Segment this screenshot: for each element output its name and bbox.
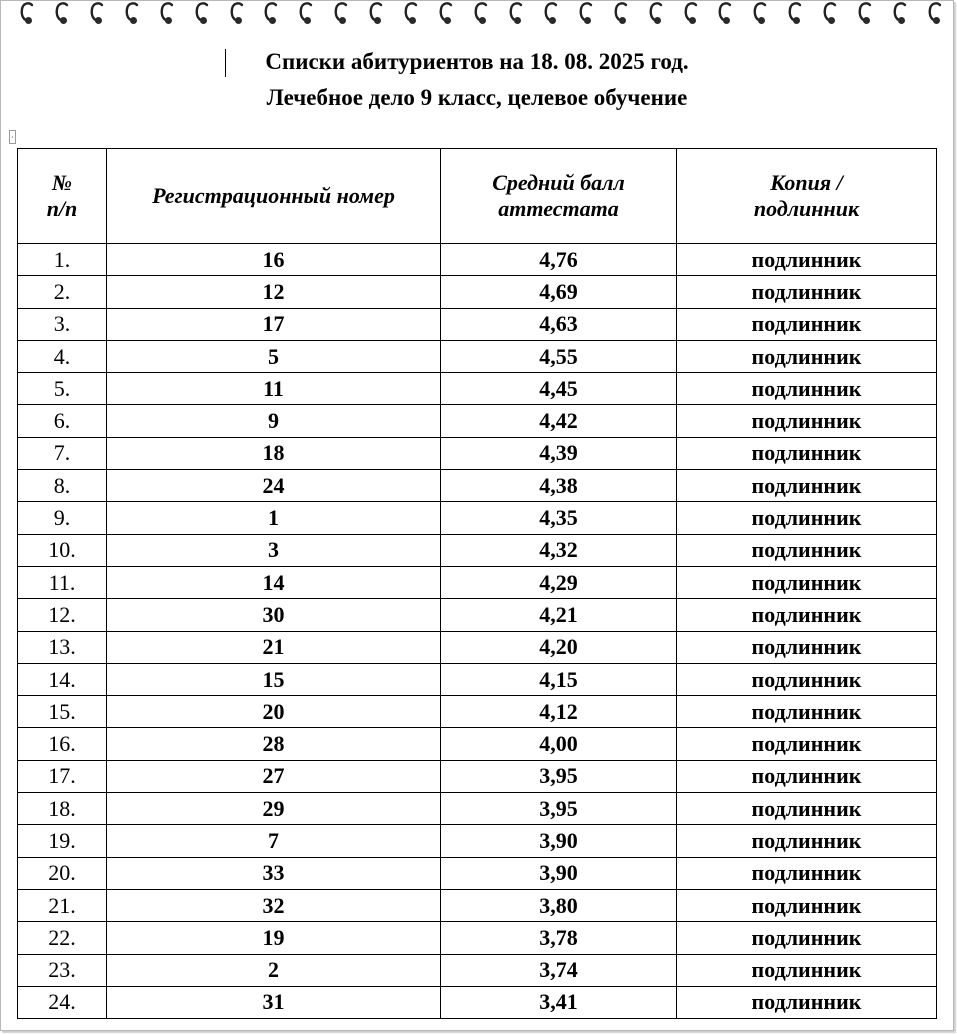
table-row xyxy=(18,244,937,276)
header-reg-label: Регистрационный номер xyxy=(152,183,395,208)
spiral-binding-ring-icon xyxy=(578,1,594,29)
registration-number-cell[interactable]: 1 xyxy=(107,502,441,534)
copy-original-cell[interactable]: подлинник xyxy=(677,405,937,437)
table-row xyxy=(18,696,937,728)
row-number-cell[interactable]: 23. xyxy=(18,954,107,986)
table-row xyxy=(18,793,937,825)
header-copy-label: Копия / подлинник xyxy=(753,170,860,221)
spiral-binding-ring-icon xyxy=(89,1,105,29)
registration-number-cell[interactable]: 2 xyxy=(107,954,441,986)
copy-original-cell[interactable]: подлинник xyxy=(677,340,937,372)
copy-original-cell[interactable]: подлинник xyxy=(677,954,937,986)
average-score-cell[interactable]: 3,95 xyxy=(441,760,677,792)
header-num-label: № п/п xyxy=(46,170,78,221)
spiral-binding-ring-icon xyxy=(892,1,908,29)
average-score-cell[interactable]: 4,42 xyxy=(441,405,677,437)
row-number-cell[interactable]: 22. xyxy=(18,922,107,954)
spiral-binding-ring-icon xyxy=(927,1,943,29)
registration-number-cell[interactable]: 20 xyxy=(107,696,441,728)
average-score-cell[interactable]: 4,38 xyxy=(441,470,677,502)
average-score-cell[interactable]: 4,45 xyxy=(441,373,677,405)
registration-number-cell[interactable]: 29 xyxy=(107,793,441,825)
copy-original-cell[interactable]: подлинник xyxy=(677,534,937,566)
table-row xyxy=(18,470,937,502)
registration-number-cell[interactable]: 32 xyxy=(107,889,441,921)
spiral-binding-ring-icon xyxy=(648,1,664,29)
table-row xyxy=(18,986,937,1018)
registration-number-cell[interactable]: 16 xyxy=(107,244,441,276)
table-row xyxy=(18,405,937,437)
spiral-binding-ring-icon xyxy=(159,1,175,29)
copy-original-cell[interactable]: подлинник xyxy=(677,825,937,857)
row-number-cell[interactable]: 20. xyxy=(18,857,107,889)
registration-number-cell[interactable]: 28 xyxy=(107,728,441,760)
average-score-cell[interactable]: 3,41 xyxy=(441,986,677,1018)
row-number-cell[interactable]: 17. xyxy=(18,760,107,792)
copy-original-cell[interactable]: подлинник xyxy=(677,696,937,728)
average-score-cell[interactable]: 4,32 xyxy=(441,534,677,566)
spiral-binding-ring-icon xyxy=(54,1,70,29)
copy-original-cell[interactable]: подлинник xyxy=(677,663,937,695)
table-row xyxy=(18,825,937,857)
document-subtitle[interactable]: Лечебное дело 9 класс, целевое обучение xyxy=(266,85,688,110)
copy-original-cell[interactable]: подлинник xyxy=(677,373,937,405)
average-score-cell[interactable]: 3,74 xyxy=(441,954,677,986)
row-number-cell[interactable]: 21. xyxy=(18,889,107,921)
average-score-cell[interactable]: 4,15 xyxy=(441,663,677,695)
copy-original-cell[interactable]: подлинник xyxy=(677,631,937,663)
spiral-binding-ring-icon xyxy=(263,1,279,29)
row-number-cell[interactable]: 7. xyxy=(18,437,107,469)
row-number-cell[interactable]: 14. xyxy=(18,663,107,695)
registration-number-cell[interactable]: 27 xyxy=(107,760,441,792)
table-row xyxy=(18,373,937,405)
copy-original-cell[interactable]: подлинник xyxy=(677,889,937,921)
row-number-cell[interactable]: 1. xyxy=(18,244,107,276)
copy-original-cell[interactable]: подлинник xyxy=(677,857,937,889)
copy-original-cell[interactable]: подлинник xyxy=(677,566,937,598)
spiral-binding-ring-icon xyxy=(403,1,419,29)
registration-number-cell[interactable]: 9 xyxy=(107,405,441,437)
spiral-binding-ring-icon xyxy=(229,1,245,29)
row-number-cell[interactable]: 2. xyxy=(18,276,107,308)
row-number-cell[interactable]: 24. xyxy=(18,986,107,1018)
applicants-table xyxy=(17,148,937,1019)
header-score-label: Средний балл аттестата xyxy=(492,170,625,221)
spiral-binding-ring-icon xyxy=(194,1,210,29)
average-score-cell[interactable]: 3,90 xyxy=(441,825,677,857)
table-row xyxy=(18,631,937,663)
table-row xyxy=(18,889,937,921)
row-number-cell[interactable]: 16. xyxy=(18,728,107,760)
average-score-cell[interactable]: 4,29 xyxy=(441,566,677,598)
spiral-binding-ring-icon xyxy=(368,1,384,29)
spiral-binding-ring-icon xyxy=(543,1,559,29)
table-header-row xyxy=(18,149,937,244)
row-number-cell[interactable]: 12. xyxy=(18,599,107,631)
row-number-cell[interactable]: 9. xyxy=(18,502,107,534)
registration-number-cell[interactable]: 17 xyxy=(107,308,441,340)
copy-original-cell[interactable]: подлинник xyxy=(677,470,937,502)
registration-number-cell[interactable]: 21 xyxy=(107,631,441,663)
registration-number-cell[interactable]: 11 xyxy=(107,373,441,405)
average-score-cell[interactable]: 4,20 xyxy=(441,631,677,663)
registration-number-cell[interactable]: 31 xyxy=(107,986,441,1018)
table-row xyxy=(18,663,937,695)
copy-original-cell[interactable]: подлинник xyxy=(677,986,937,1018)
registration-number-cell[interactable]: 18 xyxy=(107,437,441,469)
spiral-binding-ring-icon xyxy=(717,1,733,29)
spiral-binding-ring-icon xyxy=(298,1,314,29)
spiral-binding-ring-icon xyxy=(438,1,454,29)
spiral-binding xyxy=(19,1,943,31)
table-row xyxy=(18,566,937,598)
header-num[interactable] xyxy=(18,149,107,244)
row-number-cell[interactable]: 5. xyxy=(18,373,107,405)
spiral-binding-ring-icon xyxy=(473,1,489,29)
spiral-binding-ring-icon xyxy=(19,1,35,29)
row-number-cell[interactable]: 15. xyxy=(18,696,107,728)
document-title[interactable]: Списки абитуриентов на 18. 08. 2025 год. xyxy=(265,49,689,74)
copy-original-cell[interactable]: подлинник xyxy=(677,308,937,340)
average-score-cell[interactable]: 4,35 xyxy=(441,502,677,534)
copy-original-cell[interactable]: подлинник xyxy=(677,793,937,825)
row-number-cell[interactable]: 8. xyxy=(18,470,107,502)
row-number-cell[interactable]: 10. xyxy=(18,534,107,566)
spiral-binding-ring-icon xyxy=(787,1,803,29)
spiral-binding-ring-icon xyxy=(613,1,629,29)
average-score-cell[interactable]: 4,12 xyxy=(441,696,677,728)
copy-original-cell[interactable]: подлинник xyxy=(677,244,937,276)
table-move-handle-icon[interactable]: · xyxy=(11,132,14,142)
average-score-cell[interactable]: 3,90 xyxy=(441,857,677,889)
row-number-cell[interactable]: 18. xyxy=(18,793,107,825)
header-reg[interactable] xyxy=(107,149,441,244)
average-score-cell[interactable]: 4,69 xyxy=(441,276,677,308)
registration-number-cell[interactable]: 30 xyxy=(107,599,441,631)
table-row xyxy=(18,857,937,889)
table-row xyxy=(18,599,937,631)
copy-original-cell[interactable]: подлинник xyxy=(677,276,937,308)
table-row xyxy=(18,437,937,469)
registration-number-cell[interactable]: 7 xyxy=(107,825,441,857)
average-score-cell[interactable]: 4,21 xyxy=(441,599,677,631)
row-number-cell[interactable]: 6. xyxy=(18,405,107,437)
spiral-binding-ring-icon xyxy=(124,1,140,29)
registration-number-cell[interactable]: 3 xyxy=(107,534,441,566)
registration-number-cell[interactable]: 19 xyxy=(107,922,441,954)
spiral-binding-ring-icon xyxy=(333,1,349,29)
copy-original-cell[interactable]: подлинник xyxy=(677,922,937,954)
table-row xyxy=(18,728,937,760)
row-number-cell[interactable]: 4. xyxy=(18,340,107,372)
header-score[interactable] xyxy=(441,149,677,244)
header-copy[interactable] xyxy=(677,149,937,244)
copy-original-cell[interactable]: подлинник xyxy=(677,728,937,760)
table-row xyxy=(18,954,937,986)
average-score-cell[interactable]: 4,63 xyxy=(441,308,677,340)
average-score-cell[interactable]: 4,76 xyxy=(441,244,677,276)
spiral-binding-ring-icon xyxy=(752,1,768,29)
table-row xyxy=(18,340,937,372)
registration-number-cell[interactable]: 24 xyxy=(107,470,441,502)
average-score-cell[interactable]: 3,80 xyxy=(441,889,677,921)
average-score-cell[interactable]: 4,55 xyxy=(441,340,677,372)
average-score-cell[interactable]: 3,78 xyxy=(441,922,677,954)
spiral-binding-ring-icon xyxy=(822,1,838,29)
copy-original-cell[interactable]: подлинник xyxy=(677,760,937,792)
spiral-binding-ring-icon xyxy=(683,1,699,29)
registration-number-cell[interactable]: 15 xyxy=(107,663,441,695)
average-score-cell[interactable]: 4,39 xyxy=(441,437,677,469)
copy-original-cell[interactable]: подлинник xyxy=(677,502,937,534)
table-row xyxy=(18,502,937,534)
average-score-cell[interactable]: 3,95 xyxy=(441,793,677,825)
row-number-cell[interactable]: 13. xyxy=(18,631,107,663)
spiral-binding-ring-icon xyxy=(857,1,873,29)
row-number-cell[interactable]: 3. xyxy=(18,308,107,340)
table-row xyxy=(18,760,937,792)
table-row xyxy=(18,534,937,566)
row-number-cell[interactable]: 11. xyxy=(18,566,107,598)
registration-number-cell[interactable]: 12 xyxy=(107,276,441,308)
row-number-cell[interactable]: 19. xyxy=(18,825,107,857)
registration-number-cell[interactable]: 14 xyxy=(107,566,441,598)
registration-number-cell[interactable]: 5 xyxy=(107,340,441,372)
copy-original-cell[interactable]: подлинник xyxy=(677,599,937,631)
average-score-cell[interactable]: 4,00 xyxy=(441,728,677,760)
table-row xyxy=(18,308,937,340)
copy-original-cell[interactable]: подлинник xyxy=(677,437,937,469)
spiral-binding-ring-icon xyxy=(508,1,524,29)
registration-number-cell[interactable]: 33 xyxy=(107,857,441,889)
table-row xyxy=(18,922,937,954)
table-row xyxy=(18,276,937,308)
